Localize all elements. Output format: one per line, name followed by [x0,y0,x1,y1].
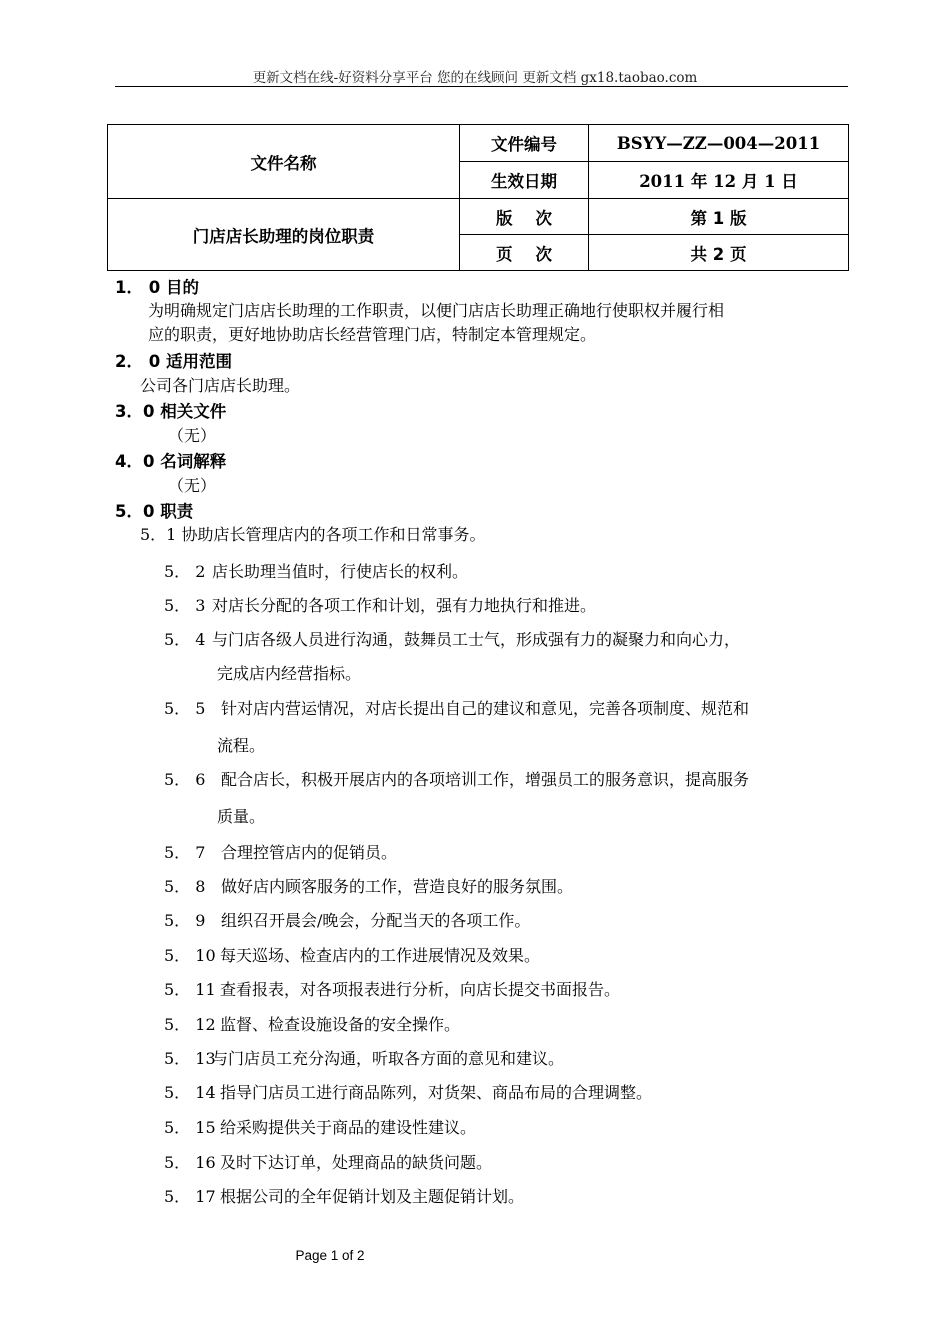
duty-item: 5． 13与门店员工充分沟通，听取各方面的意见和建议。 [164,1049,565,1068]
section-1-text-line1: 为明确规定门店店长助理的工作职责，以便门店店长助理正确地行使职权并履行相 [148,301,725,320]
duty-item: 5． 7 合理控管店内的促销员。 [164,843,398,862]
section-5-title: 5．0 职责 [115,502,194,521]
document-info-table [107,124,849,271]
duty-item-5-1: 5．1 协助店长管理店内的各项工作和日常事务。 [140,525,486,544]
duty-item-continuation: 流程。 [217,736,266,755]
section-1-title: 1． 0 目的 [115,278,199,297]
duty-item-continuation: 完成店内经营指标。 [217,664,362,683]
page-header: 更新文档在线-好资料分享平台 您的在线顾问 更新文档 gx18.taobao.com [252,70,698,86]
section-3-text: （无） [168,426,217,445]
version-value: 第 1 版 [589,199,849,235]
header-rule [115,86,848,87]
section-4-title: 4．0 名词解释 [115,452,227,471]
page-footer: Page 1 of 2 [295,1248,365,1263]
duty-item: 5． 9 组织召开晨会/晚会，分配当天的各项工作。 [164,911,531,930]
duty-item: 5． 10 每天巡场、检查店内的工作进展情况及效果。 [164,946,541,965]
duty-item: 5． 3 对店长分配的各项工作和计划，强有力地执行和推进。 [164,596,597,615]
duty-item: 5． 8 做好店内顾客服务的工作，营造良好的服务氛围。 [164,877,574,896]
section-2-title: 2． 0 适用范围 [115,352,232,371]
doc-name-label: 文件名称 [108,125,460,199]
duty-item: 5． 5 针对店内营运情况，对店长提出自己的建议和意见，完善各项制度、规范和 [164,699,750,718]
duty-item: 5． 4 与门店各级人员进行沟通，鼓舞员工士气，形成强有力的凝聚力和向心力， [164,630,741,649]
section-1-text-line2: 应的职责，更好地协助店长经营管理门店，特制定本管理规定。 [148,325,597,344]
doc-no-label: 文件编号 [460,125,589,162]
doc-title: 门店店长助理的岗位职责 [108,199,460,271]
duty-item: 5． 6 配合店长，积极开展店内的各项培训工作，增强员工的服务意识，提高服务 [164,770,750,789]
duty-item: 5． 12 监督、检查设施设备的安全操作。 [164,1015,461,1034]
duty-item: 5． 16 及时下达订单，处理商品的缺货问题。 [164,1153,493,1172]
doc-no-value: BSYY—ZZ—004—2011 [589,125,849,162]
duty-item: 5． 2 店长助理当值时，行使店长的权利。 [164,562,469,581]
effective-date-value: 2011 年 12 月 1 日 [589,162,849,199]
pages-value: 共 2 页 [589,235,849,271]
duty-item: 5． 14 指导门店员工进行商品陈列，对货架、商品布局的合理调整。 [164,1083,653,1102]
duty-item: 5． 17 根据公司的全年促销计划及主题促销计划。 [164,1187,525,1206]
version-label: 版 次 [460,199,589,235]
section-2-text: 公司各门店店长助理。 [140,376,301,395]
effective-date-label: 生效日期 [460,162,589,199]
section-3-title: 3．0 相关文件 [115,402,227,421]
pages-label: 页 次 [460,235,589,271]
duty-item: 5． 11 查看报表，对各项报表进行分析，向店长提交书面报告。 [164,980,621,999]
section-4-text: （无） [168,476,217,495]
duty-item-continuation: 质量。 [217,807,266,826]
duty-item: 5． 15 给采购提供关于商品的建设性建议。 [164,1118,477,1137]
